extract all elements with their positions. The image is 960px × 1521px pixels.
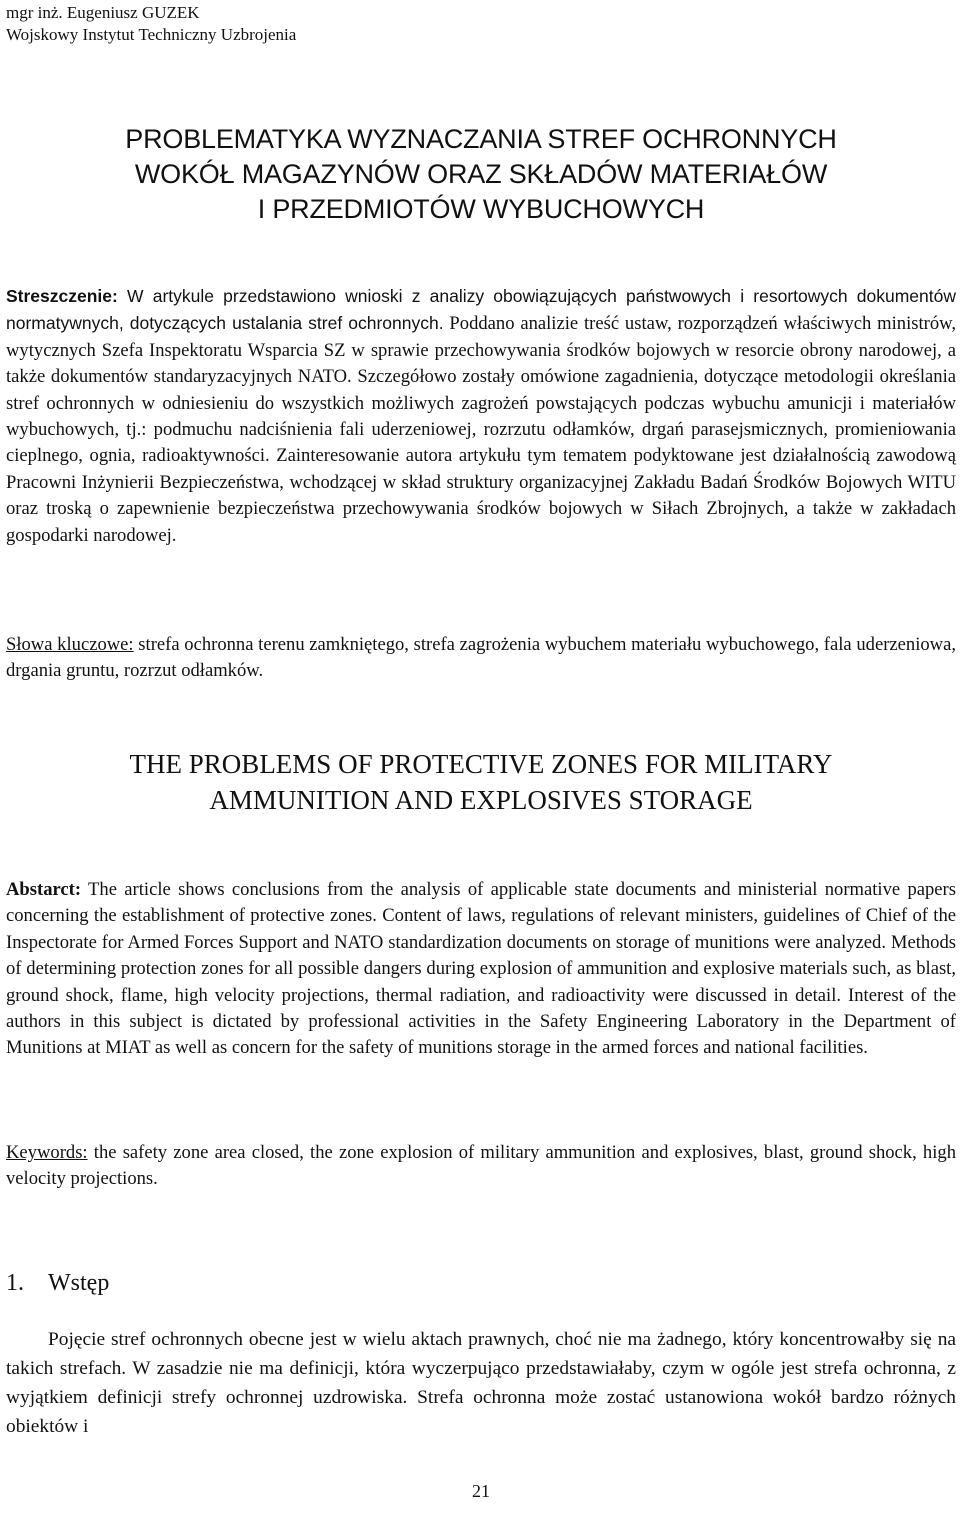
title-pl-line-1: PROBLEMATYKA WYZNACZANIA STREF OCHRONNYCH xyxy=(125,124,837,154)
keywords-polish xyxy=(6,632,956,685)
intro-text: Pojęcie stref ochronnych obecne jest w wielu aktach prawnych, choć nie ma żadnego, który koncentrowałby się na takich strefach. W zasadzie nie ma definicji, która wyczerpująco przedstawiałaby, czym w ogóle jest strefa ochronna, z wyjątkiem definicji strefy ochronnej uzdrowiska. Strefa ochronna może zostać ustanowiona wokół bardzo różnych obiektów i xyxy=(6,1329,956,1437)
section-title: Wstęp xyxy=(48,1270,110,1296)
title-pl-line-2: WOKÓŁ MAGAZYNÓW ORAZ SKŁADÓW MATERIAŁÓW xyxy=(134,159,828,189)
keywords-english xyxy=(6,1140,956,1193)
abstract-polish xyxy=(6,283,956,549)
author-block xyxy=(6,2,296,46)
abstract-pl-lead-text: W artykule przedstawiono wnioski z analizy obowiązujących państwowych i resortowych dokumentów normatywnych, dotyczących ustalania stref ochronnych. xyxy=(6,286,956,334)
keywords-pl-text: strefa ochronna terenu zamkniętego, strefa zagrożenia wybuchem materiału wybuchowego, fala uderzeniowa, drgania gruntu, rozrzut odłamków. xyxy=(6,634,956,682)
author-name: mgr inż. Eugeniusz GUZEK xyxy=(6,3,200,22)
keywords-en-text: the safety zone area closed, the zone explosion of military ammunition and explosives, blast, ground shock, high velocity projections. xyxy=(6,1142,956,1190)
section-number: 1. xyxy=(6,1270,24,1296)
keywords-pl-label: Słowa kluczowe: xyxy=(6,634,134,655)
abstract-pl-body: Poddano analizie treść ustaw, rozporządzeń właściwych ministrów, wytycznych Szefa Inspektoratu Wsparcia SZ w sprawie przechowywania środków bojowych w resorcie obrony narodowej, a także dokumentów standaryzacyjnych NATO. Szczegółowo zostały omówione zagadnienia, dotyczące metodologii określania stref ochronnych w odniesieniu do wszystkich możliwych zagrożeń powstających podczas wybuchu amunicji i materiałów wybuchowych, tj.: podmuchu nadciśnienia fali uderzeniowej, rozrzutu odłamków, drgań parasejsmicznych, promieniowania cieplnego, ognia, radioaktywności. Zainteresowanie autora artykułu tym tematem podyktowane jest działalnością zawodową Pracowni Inżynierii Bezpieczeństwa, wchodzącej w skład struktury organizacyjnej Zakładu Badań Środków Bojowych WITU oraz troską o zapewnienie bezpieczeństwa przechowywania środków bojowych w Siłach Zbrojnych, a także w zakładach gospodarki narodowej. xyxy=(6,313,956,546)
title-en-line-2: AMMUNITION AND EXPLOSIVES STORAGE xyxy=(209,785,753,815)
title-en-line-1: THE PROBLEMS OF PROTECTIVE ZONES FOR MILITARY xyxy=(129,749,833,779)
abstract-en-label: Abstarct: xyxy=(6,879,82,900)
abstract-pl-label: Streszczenie: xyxy=(6,286,118,306)
keywords-en-label: Keywords: xyxy=(6,1142,88,1163)
section-heading xyxy=(6,1268,109,1298)
author-institution: Wojskowy Instytut Techniczny Uzbrojenia xyxy=(6,25,297,44)
intro-paragraph xyxy=(6,1325,956,1441)
abstract-english xyxy=(6,877,956,1062)
paper-title-polish xyxy=(6,122,956,227)
paper-title-english xyxy=(6,746,956,818)
title-pl-line-3: I PRZEDMIOTÓW WYBUCHOWYCH xyxy=(257,194,705,224)
page-number: 21 xyxy=(472,1481,490,1501)
abstract-en-text: The article shows conclusions from the analysis of applicable state documents and ministerial normative papers concerning the establishment of protective zones. Content of laws, regulations of relevant ministers, guidelines of Chief of the Inspectorate for Armed Forces Support and NATO standardization documents on storage of munitions were analyzed. Methods of determining protection zones for all possible dangers during explosion of ammunition and explosive materials such, as blast, ground shock, flame, high velocity projections, thermal radiation, and radioactivity were discussed in detail. Interest of the authors in this subject is dictated by professional activities in the Safety Engineering Laboratory in the Department of Munitions at MIAT as well as concern for the safety of munitions storage in the armed forces and national facilities. xyxy=(6,879,956,1059)
